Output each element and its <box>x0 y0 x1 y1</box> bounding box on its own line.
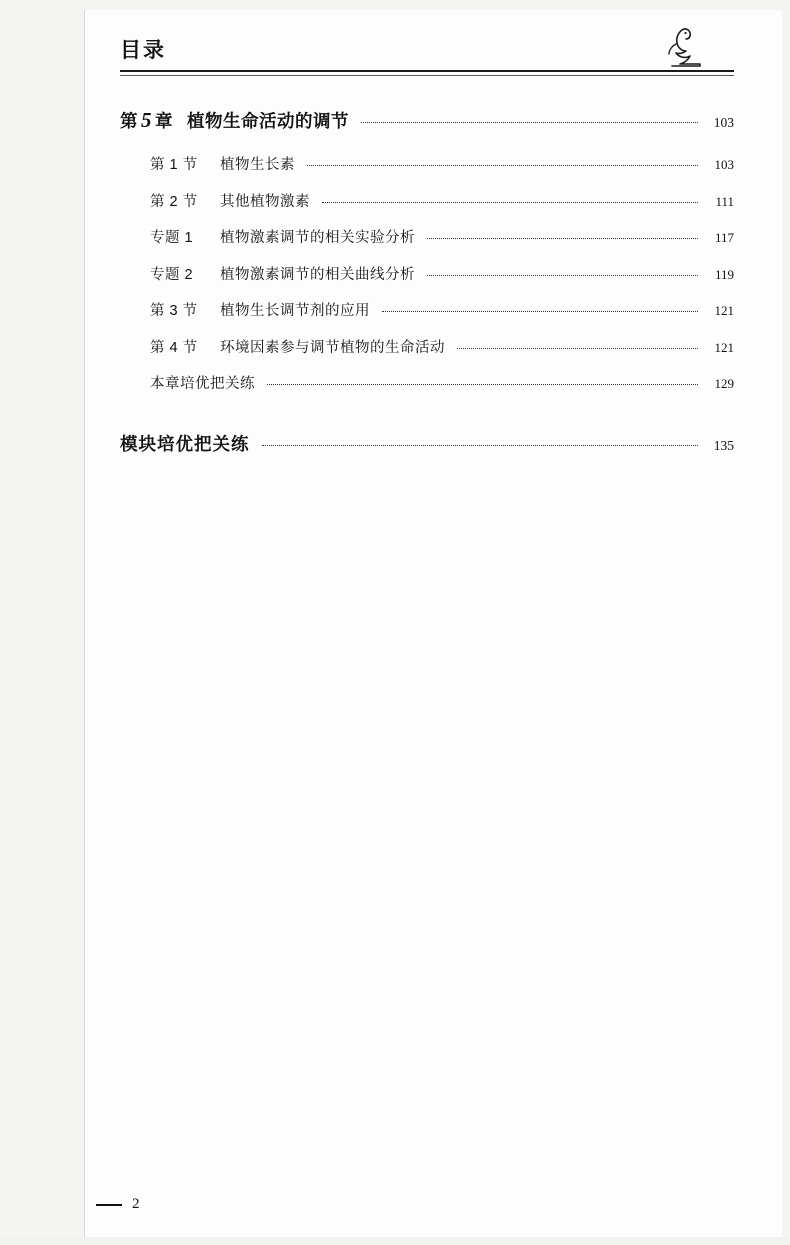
leader-dots <box>262 444 699 446</box>
page-edge-top <box>0 0 790 10</box>
section-page-number: 121 <box>714 339 734 355</box>
toc-section-entry-1[interactable] <box>150 153 734 174</box>
toc-section-entry-2[interactable] <box>150 190 734 211</box>
chapter-page-number: 103 <box>713 115 734 130</box>
section-title: 植物生长调节剂的应用 <box>220 303 370 319</box>
toc-section-entry-4[interactable] <box>150 263 734 284</box>
toc-list <box>120 108 734 456</box>
section-page-number: 119 <box>714 266 734 282</box>
leader-dots <box>427 274 698 276</box>
section-title: 植物激素调节的相关曲线分析 <box>220 266 415 283</box>
leader-dots <box>322 201 698 203</box>
toc-section-entry-7[interactable] <box>150 372 734 393</box>
section-label: 第 3 节 <box>150 303 198 319</box>
toc-section-list <box>150 153 734 393</box>
section-label: 专题 2 <box>150 266 194 283</box>
header-rule-thick <box>120 70 734 72</box>
leader-dots <box>307 164 698 166</box>
section-label: 第 1 节 <box>150 157 198 173</box>
footer-rule <box>96 1204 122 1206</box>
leader-dots <box>267 383 698 385</box>
page-edge-bottom <box>0 1237 790 1245</box>
bird-ornament-icon <box>652 24 708 72</box>
section-page-number: 129 <box>714 376 734 391</box>
chapter-number: 5 <box>141 108 152 132</box>
page-header <box>120 22 734 72</box>
section-page-number: 103 <box>714 157 734 172</box>
section-title: 环境因素参与调节植物的生命活动 <box>220 339 445 356</box>
module-title: 模块培优把关练 <box>120 434 250 454</box>
chapter-label <box>120 108 173 133</box>
module-page-number: 135 <box>713 438 734 453</box>
section-label: 第 4 节 <box>150 339 198 356</box>
header-rule-thin <box>120 75 734 76</box>
leader-dots <box>427 237 698 239</box>
chapter-title: 植物生命活动的调节 <box>187 111 349 131</box>
leader-dots <box>361 121 698 123</box>
section-label: 第 2 节 <box>150 193 198 210</box>
section-page-number: 111 <box>715 193 734 209</box>
page-edge-left <box>0 0 85 1245</box>
section-title: 植物激素调节的相关实验分析 <box>220 230 415 246</box>
section-title: 本章培优把关练 <box>150 376 255 392</box>
section-page-number: 121 <box>714 303 734 318</box>
page-edge-right <box>782 0 790 1245</box>
leader-dots <box>382 310 698 312</box>
leader-dots <box>457 347 698 349</box>
toc-module-entry[interactable] <box>120 431 734 456</box>
footer-page-number: 2 <box>132 1196 140 1212</box>
page-footer <box>96 1196 140 1213</box>
toc-section-entry-6[interactable] <box>150 336 734 357</box>
toc-section-entry-5[interactable] <box>150 299 734 320</box>
section-page-number: 117 <box>714 230 734 245</box>
section-label: 专题 1 <box>150 230 194 246</box>
toc-chapter-entry[interactable] <box>120 108 734 133</box>
section-title: 其他植物激素 <box>220 193 310 210</box>
chapter-prefix: 第 <box>120 111 138 131</box>
page-title: 目录 <box>120 39 166 62</box>
toc-section-entry-3[interactable] <box>150 226 734 247</box>
chapter-suffix: 章 <box>155 111 173 131</box>
section-title: 植物生长素 <box>220 157 295 173</box>
